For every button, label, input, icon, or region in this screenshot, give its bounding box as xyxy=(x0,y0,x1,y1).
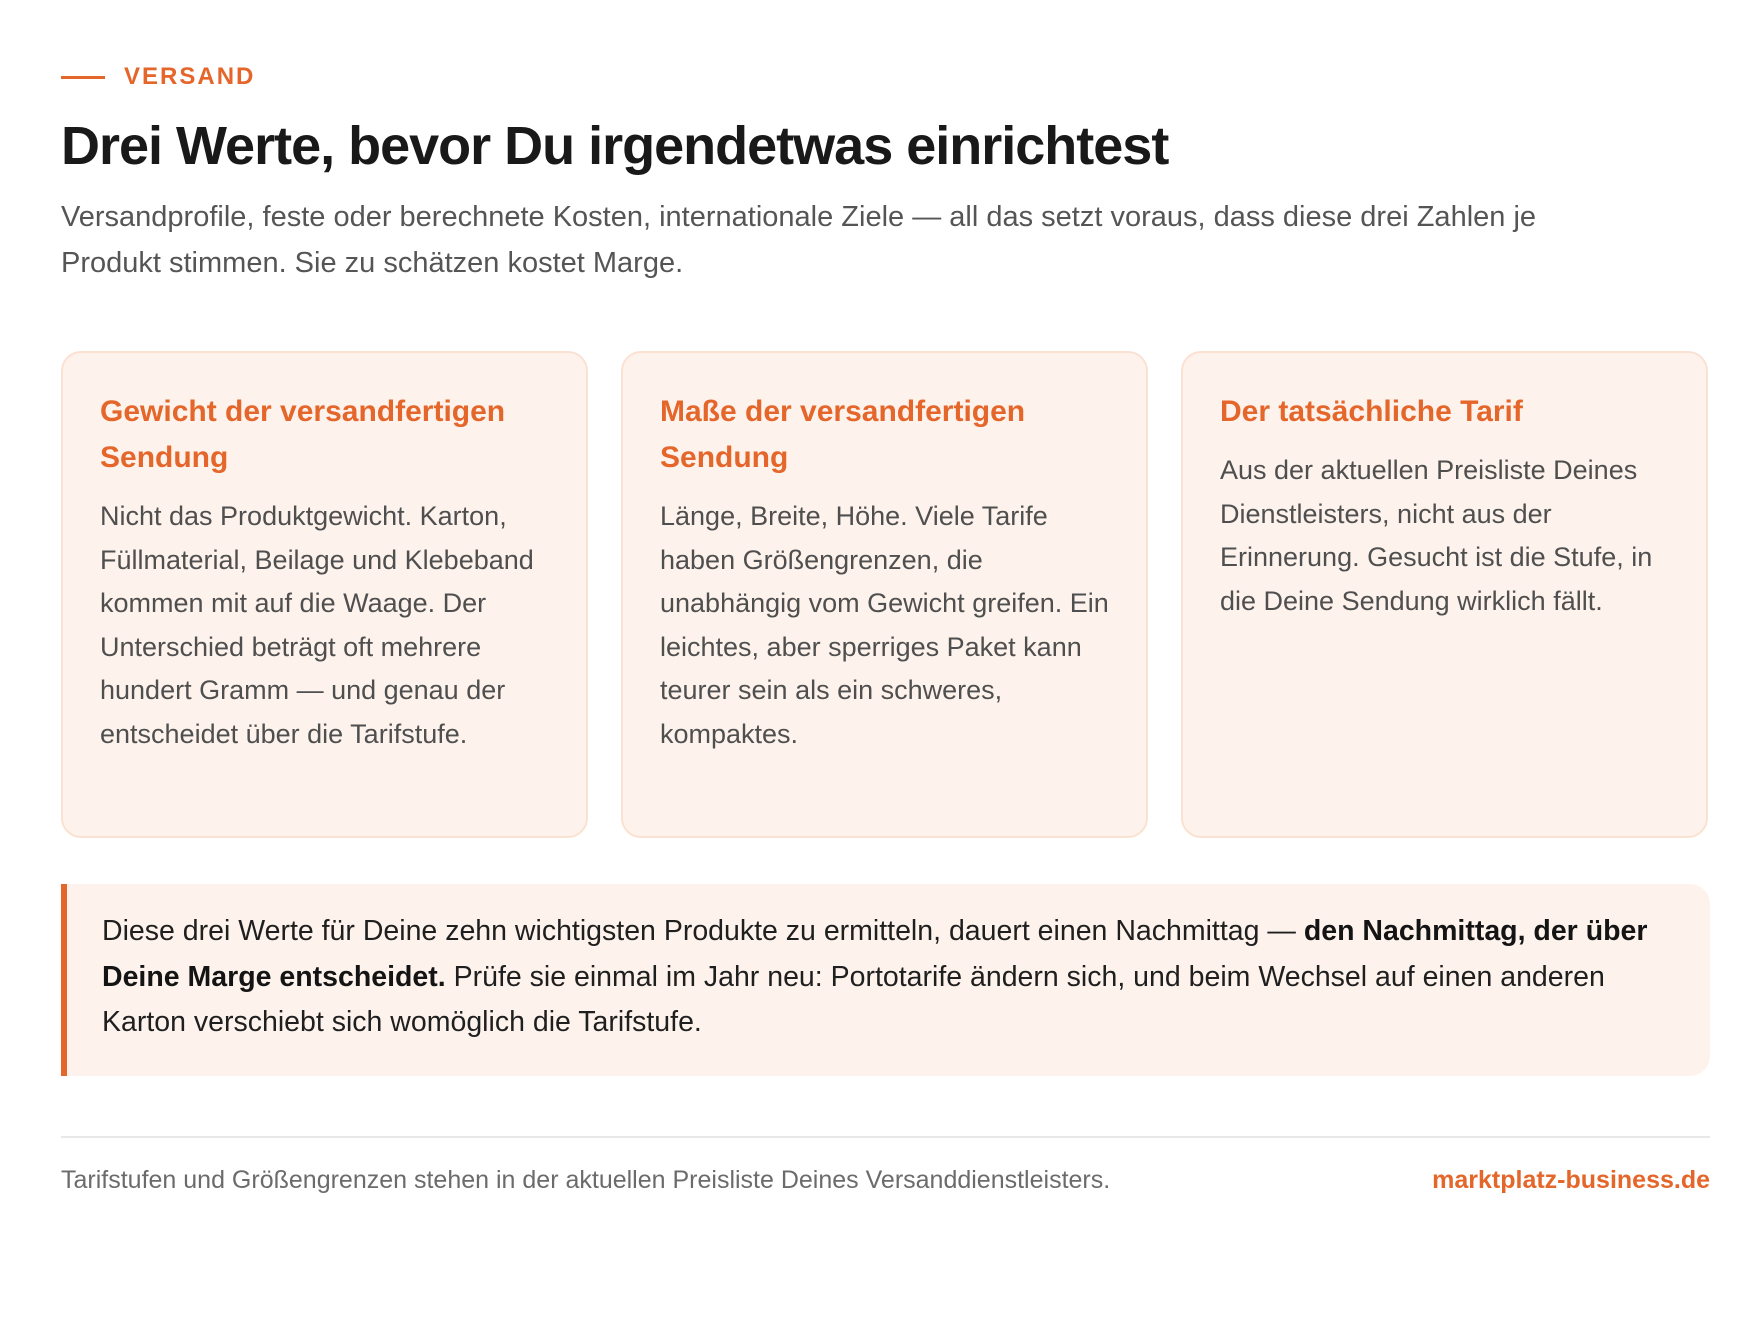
callout-text-intro: Diese drei Werte für Deine zehn wichtigsten Produkte zu ermitteln, dauert einen Nachmittag — xyxy=(102,915,1304,947)
card-dimensions xyxy=(621,351,1148,838)
card-body: Aus der aktuellen Preisliste Deines Dienstleisters, nicht aus der Erinnerung. Gesucht ist die Stufe, in die Deine Sendung wirklich fällt. xyxy=(1220,455,1653,616)
footnote: Tarifstufen und Größengrenzen stehen in der aktuellen Preisliste Deines Versanddienstleisters. xyxy=(61,1166,1111,1194)
footer-divider xyxy=(61,1136,1710,1138)
callout-box xyxy=(61,884,1710,1076)
eyebrow-accent-line xyxy=(61,76,105,79)
eyebrow-label: VERSAND xyxy=(124,63,256,90)
card-tariff xyxy=(1181,351,1708,838)
eyebrow xyxy=(61,62,1699,92)
footer xyxy=(61,1166,1710,1195)
lead-paragraph: Versandprofile, feste oder berechnete Kosten, internationale Ziele — all das setzt voraus, dass diese drei Zahlen je Produkt stimmen. Sie zu schätzen kostet Marge. xyxy=(61,201,1537,279)
card-body: Länge, Breite, Höhe. Viele Tarife haben Größengrenzen, die unabhängig vom Gewicht greifen. Ein leichtes, aber sperriges Paket kann teurer sein als ein schweres, kompaktes. xyxy=(660,501,1109,749)
card-weight xyxy=(61,351,588,838)
card-title: Maße der versandfertigen Sendung xyxy=(660,395,1026,474)
brand-link[interactable]: marktplatz-business.de xyxy=(1432,1166,1710,1194)
card-title: Gewicht der versandfertigen Sendung xyxy=(100,395,506,474)
callout-text-outro: Prüfe sie einmal im Jahr neu: Portotarife ändern sich, und beim Wechsel auf einen anderen Karton verschiebt sich womöglich die Tarifstufe. xyxy=(102,960,1605,1038)
value-cards xyxy=(61,351,1710,838)
callout-text-emphasis: den Nachmittag, der über Deine Marge entscheidet. xyxy=(102,915,1648,993)
page-title: Drei Werte, bevor Du irgendetwas einrichtest xyxy=(61,116,1169,176)
card-body: Nicht das Produktgewicht. Karton, Füllmaterial, Beilage und Klebeband kommen mit auf die Waage. Der Unterschied beträgt oft mehrere hundert Gramm — und genau der entscheidet über die Tarifstufe. xyxy=(100,501,534,749)
card-title: Der tatsächliche Tarif xyxy=(1220,395,1523,428)
callout-text xyxy=(102,909,1670,1046)
